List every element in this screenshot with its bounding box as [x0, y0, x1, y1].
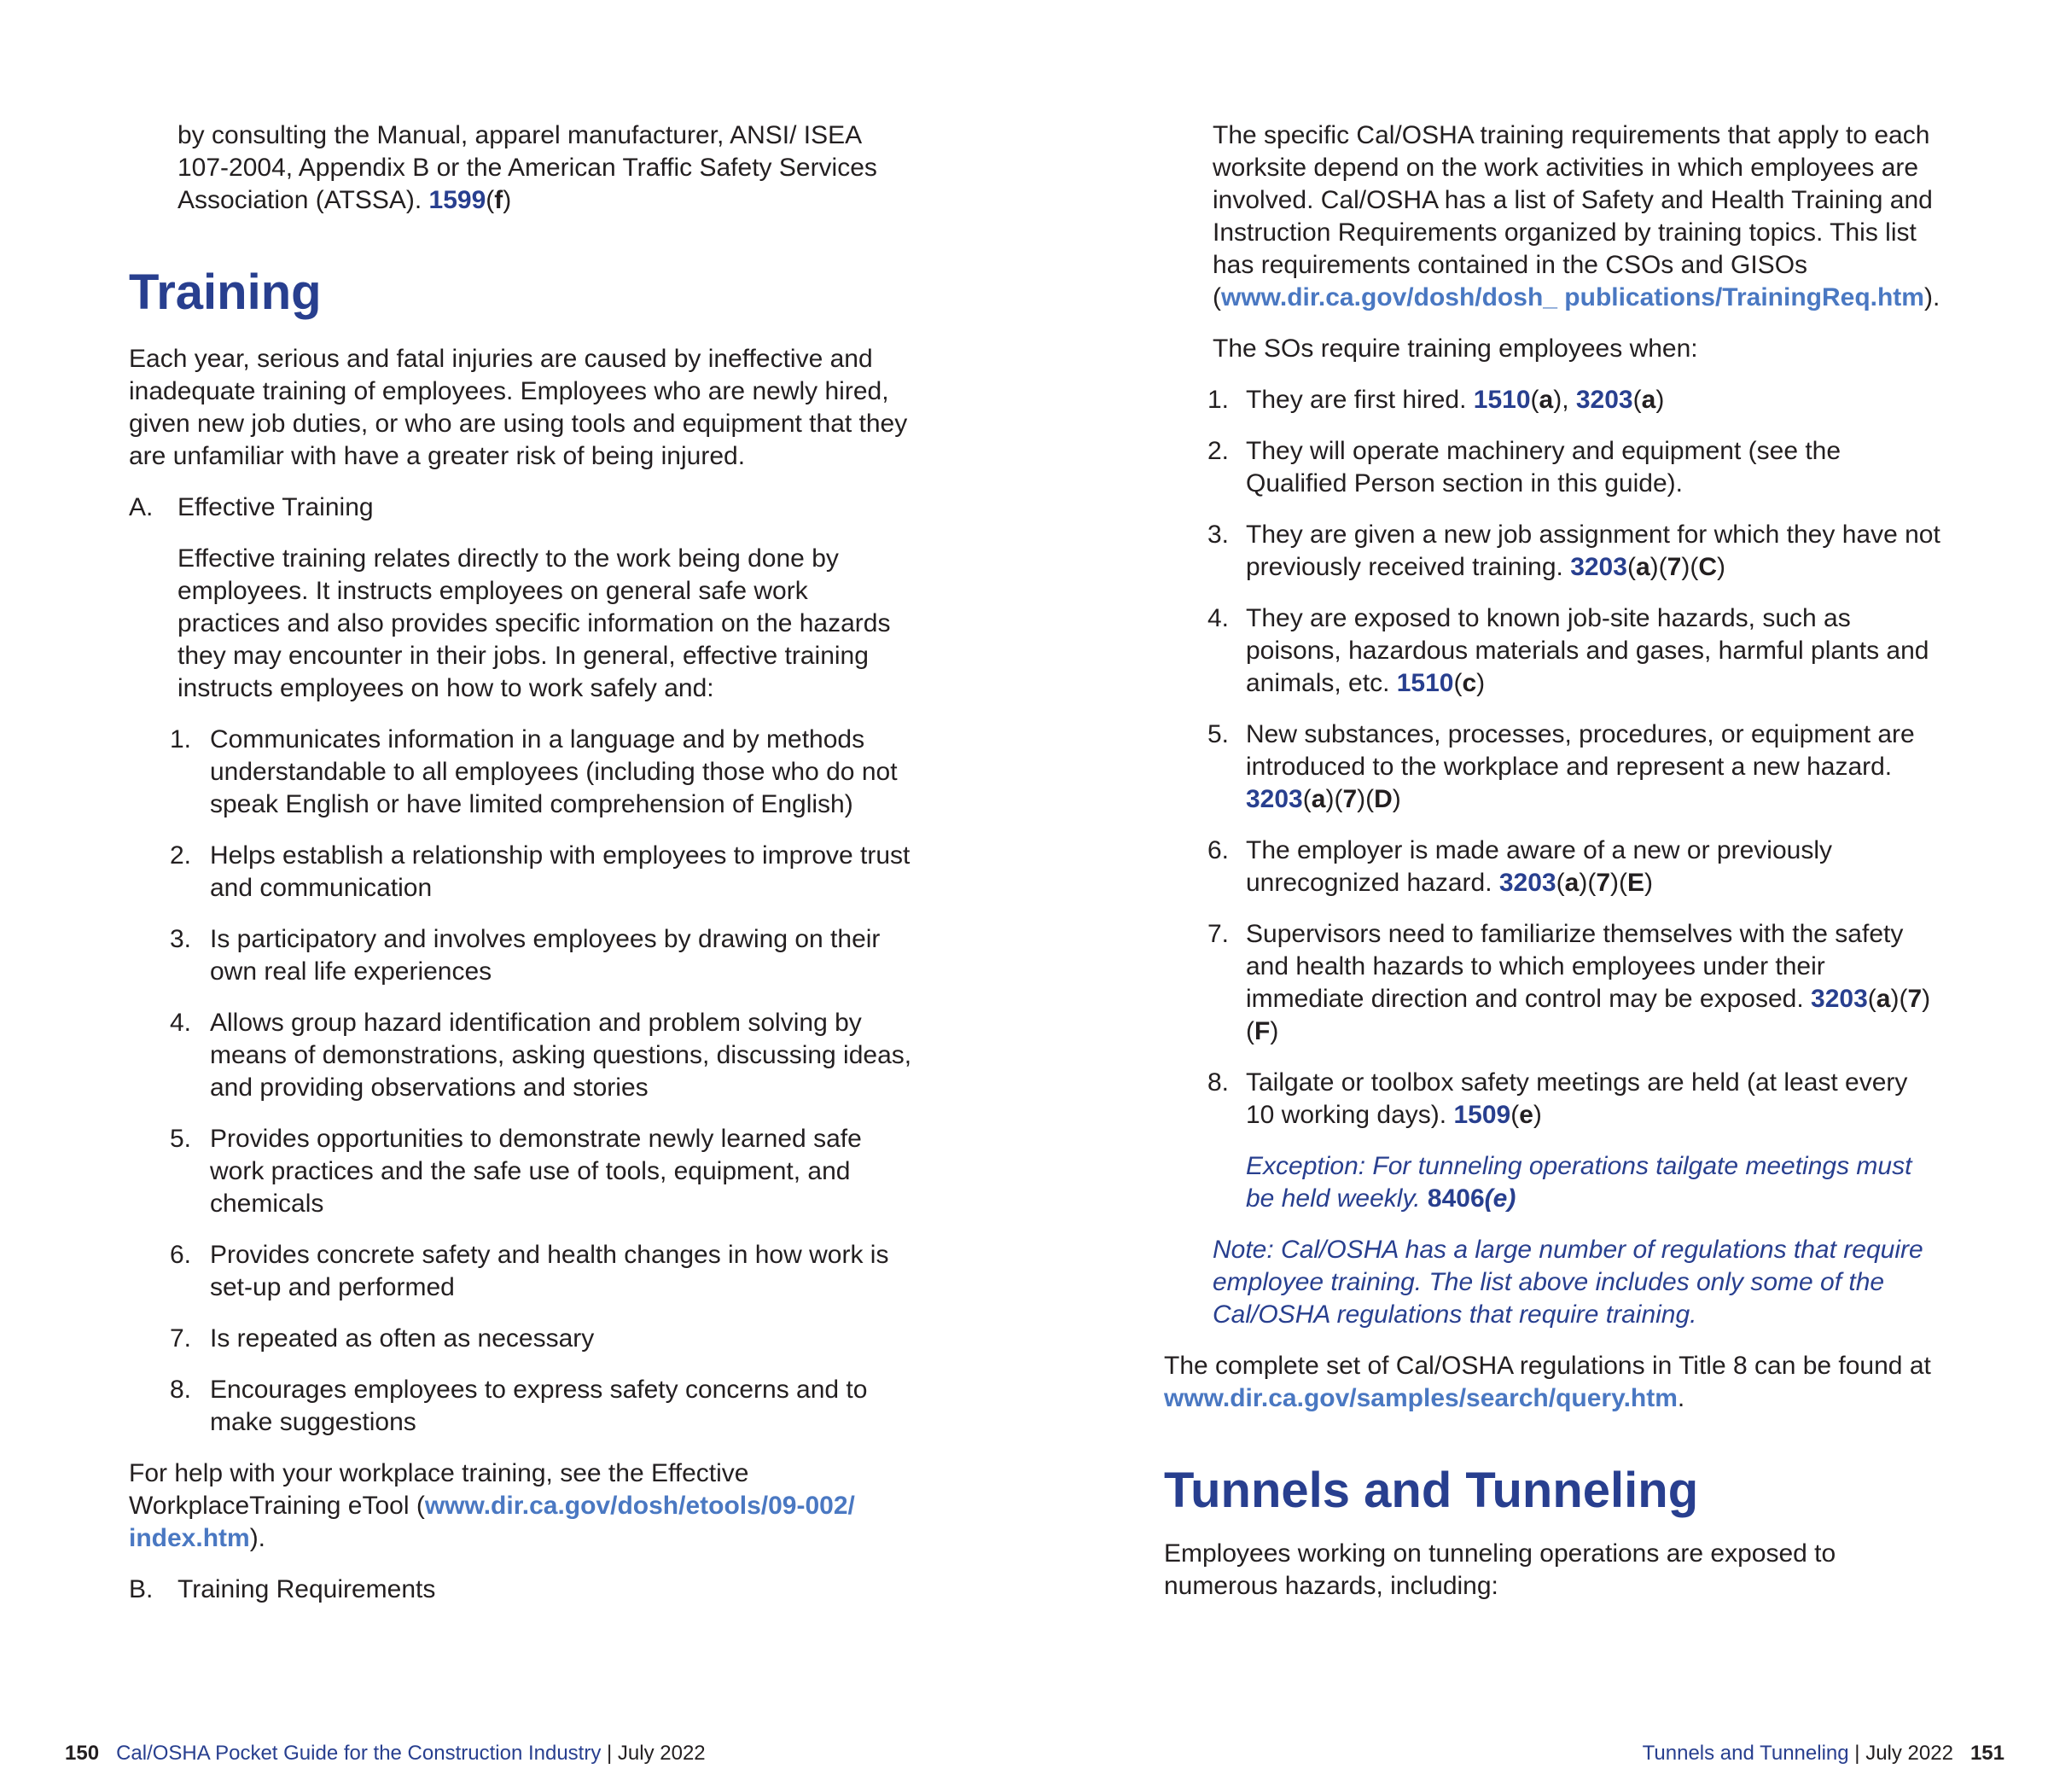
training-req-link[interactable]: www.dir.ca.gov/dosh/dosh_ publications/TrainingReq.htm [1221, 283, 1924, 311]
citation-part: E [1627, 869, 1645, 897]
list-number: 5. [1207, 720, 1230, 748]
citation-part: C [1698, 553, 1717, 581]
list-number: 4. [1207, 604, 1230, 632]
list-number: 8. [170, 1376, 192, 1404]
citation-part: e [1492, 1184, 1508, 1213]
citation-part: 7 [1596, 869, 1610, 897]
list-text: The employer is made aware of a new or previously unrecognized hazard. [1246, 836, 1832, 897]
subsection-label: Training Requirements [177, 1575, 436, 1603]
running-title: Cal/OSHA Pocket Guide for the Construction Industry [116, 1742, 602, 1765]
citation-link[interactable]: 1509 [1453, 1101, 1511, 1129]
requirements-text: The specific Cal/OSHA training requirements that apply to each worksite depend on the work activities in which employees are involved. Cal/OSHA has a list of Safety and Health Training and Instruction Requirements organized by training topics. This list has requirements contained in the CSOs and GISOs ( [1213, 121, 1933, 311]
list-number: 5. [170, 1125, 192, 1153]
citation-part: F [1254, 1017, 1271, 1045]
list-text: They are first hired. [1246, 386, 1474, 414]
citation-part: e [1519, 1101, 1533, 1129]
list-text: Supervisors need to familiarize themselves with the safety and health hazards to which employees under their immediate direction and control may be exposed. [1246, 920, 1904, 1013]
exception-text: Exception: For tunneling operations tailgate meetings must be held weekly. [1246, 1152, 1912, 1213]
citation-link[interactable]: 3203 [1570, 553, 1627, 581]
subsection-label: Effective Training [177, 493, 374, 521]
list-text: Provides opportunities to demonstrate newly learned safe work practices and the safe use of tools, equipment, and chemicals [210, 1125, 862, 1218]
citation-part: a [1311, 785, 1326, 813]
list-text: New substances, processes, procedures, or equipment are introduced to the workplace and represent a new hazard. [1246, 720, 1915, 781]
subsection-marker: B. [129, 1575, 154, 1603]
list-number: 2. [170, 841, 192, 870]
subsection-b [129, 1574, 914, 1606]
list-number: 8. [1207, 1068, 1230, 1097]
intro-text: by consulting the Manual, apparel manufacturer, ANSI/ ISEA 107-2004, Appendix B or the American Traffic Safety Services Association (ATSSA). [177, 121, 877, 214]
list-number: 1. [1207, 386, 1230, 414]
citation-part: a [1641, 386, 1656, 414]
list-text: Provides concrete safety and health changes in how work is set-up and performed [210, 1241, 889, 1301]
requirements-text-end: ). [1923, 283, 1940, 311]
list-item [129, 1323, 914, 1355]
list-item [129, 923, 914, 988]
citation-link[interactable]: 3203 [1498, 869, 1556, 897]
edition-date: July 2022 [1865, 1742, 1953, 1765]
list-text: They will operate machinery and equipment (see the Qualified Person section in this guide). [1246, 437, 1841, 497]
help-text-end: ). [249, 1524, 266, 1552]
page-number: 151 [1969, 1742, 2004, 1765]
effective-training-list [129, 724, 914, 1439]
list-text: Helps establish a relationship with employees to improve trust and communication [210, 841, 911, 902]
section-heading-training: Training [129, 265, 322, 320]
list-number: 1. [170, 725, 192, 753]
citation-part: D [1374, 785, 1393, 813]
list-text: Tailgate or toolbox safety meetings are held (at least every 10 working days). [1246, 1068, 1908, 1129]
list-item: 6. The employer is made aware of a new or previously unrecognized hazard. 3203(a)(7)(E) [1207, 836, 1832, 897]
list-item: 7. Supervisors need to familiarize themselves with the safety and health hazards to which employees under their immediate direction and control may be exposed. 3203(a)(7)(F) [1207, 920, 1931, 1045]
regulations-link[interactable]: www.dir.ca.gov/samples/search/query.htm [1164, 1384, 1678, 1412]
citation-part: a [1635, 553, 1650, 581]
list-item [129, 1374, 914, 1439]
left-column [129, 119, 914, 1606]
citation-part: c [1462, 669, 1477, 697]
list-number: 3. [170, 925, 192, 953]
citation-link[interactable]: 3203 [1811, 985, 1868, 1013]
tunneling-intro-paragraph: Employees working on tunneling operations are exposed to numerous hazards, including: [1164, 1539, 1836, 1600]
citation-link[interactable]: 3203 [1575, 386, 1633, 414]
list-item: 3. They are given a new job assignment for which they have not previously received training. 3203(a)(7)(C) [1207, 521, 1940, 581]
list-item [129, 840, 914, 905]
training-note: Note: Cal/OSHA has a large number of regulations that require employee training. The list above includes only some of the Cal/OSHA regulations that require training. [1213, 1236, 1923, 1329]
citation-part: 7 [1907, 985, 1923, 1013]
list-item [129, 1007, 914, 1104]
complete-text: The complete set of Cal/OSHA regulations in Title 8 can be found at [1164, 1352, 1931, 1380]
training-intro-paragraph: Each year, serious and fatal injuries are caused by ineffective and inadequate training of employees. Employees who are newly hired, given new job duties, or who are using tools and equipment that they are unfamiliar with have a greater risk of being injured. [129, 345, 908, 470]
list-text: Allows group hazard identification and problem solving by means of demonstrations, asking questions, discussing ideas, and providing observations and stories [210, 1009, 912, 1102]
section-heading-tunnels: Tunnels and Tunneling [1164, 1463, 1699, 1518]
etool-link[interactable]: www.dir.ca.gov/dosh/etools/09-002/ index.htm [129, 1492, 855, 1552]
list-number: 6. [170, 1241, 192, 1269]
edition-date: July 2022 [617, 1742, 706, 1765]
training-required-list [1164, 384, 1940, 1132]
citation-part: a [1539, 386, 1554, 414]
list-text: Encourages employees to express safety concerns and to make suggestions [210, 1376, 868, 1436]
list-text: Is repeated as often as necessary [210, 1324, 595, 1353]
citation-part: a [1876, 985, 1891, 1013]
running-title: Tunnels and Tunneling [1642, 1742, 1849, 1765]
citation-link[interactable]: 3203 [1246, 785, 1303, 813]
list-number: 4. [170, 1009, 192, 1037]
subsection-a [129, 492, 914, 524]
citation-part: f [494, 186, 503, 214]
complete-text-end: . [1677, 1384, 1685, 1412]
list-number: 7. [1207, 920, 1230, 948]
list-text: They are given a new job assignment for which they have not previously received training. [1246, 521, 1940, 581]
citation-link[interactable]: 1599 [428, 186, 486, 214]
citation-part: 7 [1342, 785, 1358, 813]
list-text: Communicates information in a language and by methods understandable to all employees (including those who do not speak English or have limited comprehension of English) [210, 725, 898, 818]
list-number: 3. [1207, 521, 1230, 549]
complete-set-paragraph [1164, 1350, 1940, 1415]
list-item: 8. Tailgate or toolbox safety meetings are held (at least every 10 working days). 1509(e) [1207, 1068, 1908, 1129]
list-item [129, 1123, 914, 1220]
separator: | [1848, 1742, 1866, 1765]
help-paragraph [129, 1457, 914, 1555]
exception-note: Exception: For tunneling operations tailgate meetings must be held weekly. 8406(e) [1246, 1152, 1912, 1213]
list-number: 6. [1207, 836, 1230, 864]
list-item [129, 1239, 914, 1304]
list-item: 4. They are exposed to known job-site hazards, such as poisons, hazardous materials and gases, harmful plants and animals, etc. 1510(c) [1207, 604, 1929, 697]
subsection-marker: A. [129, 493, 154, 521]
list-text: Is participatory and involves employees by drawing on their own real life experiences [210, 925, 881, 986]
list-number: 7. [170, 1324, 192, 1353]
list-number: 2. [1207, 437, 1230, 465]
sos-require-paragraph: The SOs require training employees when: [1213, 335, 1698, 363]
list-text: They are exposed to known job-site hazards, such as poisons, hazardous materials and gases, harmful plants and animals, etc. [1246, 604, 1929, 697]
list-item: 1. They are first hired. 1510(a), 3203(a) [1164, 384, 1940, 416]
separator: | [601, 1742, 618, 1765]
citation-part: 7 [1667, 553, 1682, 581]
citation-link[interactable]: 1510 [1396, 669, 1454, 697]
citation-link[interactable]: 1510 [1473, 386, 1531, 414]
intro-paragraph: by consulting the Manual, apparel manufacturer, ANSI/ ISEA 107-2004, Appendix B or the American Traffic Safety Services Association (ATSSA). 1599(f) [177, 121, 877, 214]
footer-left [65, 1741, 706, 1766]
right-column [1164, 119, 1940, 1603]
effective-training-paragraph: Effective training relates directly to the work being done by employees. It instructs employees on general safe work practices and also provides specific information on the hazards they may encounter in their jobs. In general, effective training instructs employees on how to work safely and: [177, 544, 891, 702]
list-item [129, 724, 914, 821]
page-number: 150 [65, 1742, 100, 1765]
requirements-paragraph [1164, 119, 1940, 314]
list-item [1164, 435, 1940, 500]
citation-part: a [1564, 869, 1580, 897]
citation-link[interactable]: 8406 [1427, 1184, 1485, 1213]
help-text: For help with your workplace training, see the Effective WorkplaceTraining eTool ( [129, 1459, 749, 1520]
list-item: 5. New substances, processes, procedures, or equipment are introduced to the workplace and represent a new hazard. 3203(a)(7)(D) [1207, 720, 1915, 813]
footer-right [1643, 1741, 2004, 1766]
